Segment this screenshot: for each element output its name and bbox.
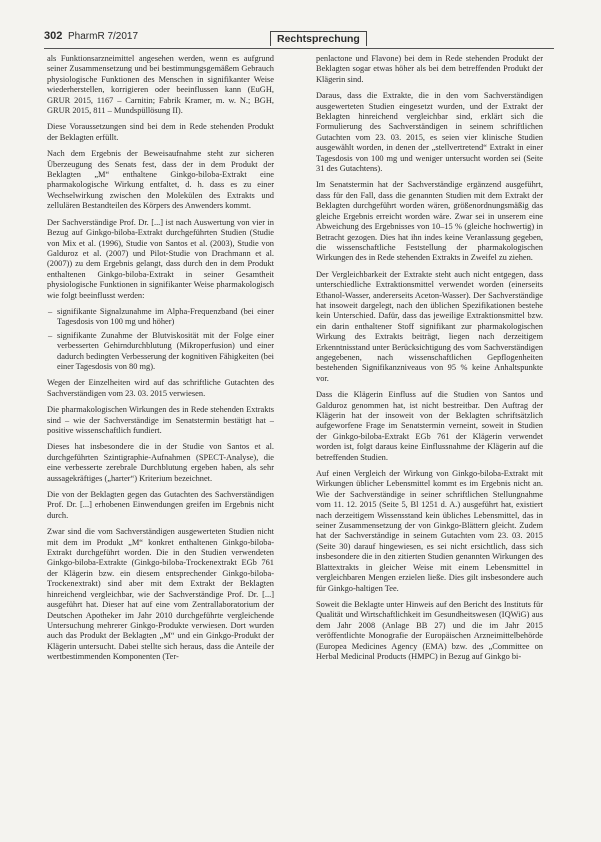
- paragraph: Dieses hat insbesondere die in der Studie von Santos et al. durchgeführten Szintigraphie-Aufnahmen (SPECT-Analyse), die eine verbesserte zerebrale Durchblutung ergeben haben, als sehr aussagekräftiges („harter“) Kriterium bezeichnet.: [47, 442, 274, 483]
- page-header: [44, 30, 554, 49]
- list-item: – signifikante Signalzunahme im Alpha-Frequenzband (bei einer Tagesdosis von 100 mg und höher): [57, 307, 274, 328]
- paragraph: Die pharmakologischen Wirkungen des in Rede stehenden Extrakts sind – wie der Sachverständige im Senatstermin bestätigt hat – positive wissenschaftlich fundiert.: [47, 405, 274, 435]
- paragraph: Wegen der Einzelheiten wird auf das schriftliche Gutachten des Sachverständigen vom 23. 03. 2015 verwiesen.: [47, 378, 274, 398]
- paragraph: als Funktionsarzneimittel angesehen werden, wenn es aufgrund seiner Zusammensetzung und bei bestimmungsgemäßem Gebrauch physiologische Funktionen des Menschen in signifikanter Weise wiederherstellen, korrigieren oder beeinflussen kann (EuGH, GRUR 2015, 1167 – Carnitin; Fabrik Kramer, m. w. N.; BGH, GRUR 2015, 811 – Mundspüllösung II).: [47, 54, 274, 116]
- paragraph: Soweit die Beklagte unter Hinweis auf den Bericht des Instituts für Qualität und Wirtschaftlichkeit im Gesundheitswesen (IQWiG) aus dem Jahr 2008 (Anlage BB 27) und die im Jahr 2015 veröffentlichte Monografie der Europäischen Arzneimittelbehörde (Europea Medicines Agency (EMA) bzw. des „Committee on Herbal Medicinal Products (HMPC) in Bezug auf Ginkgo bi-: [316, 599, 543, 661]
- page-number: 302: [44, 30, 63, 42]
- paragraph: Der Vergleichbarkeit der Extrakte steht auch nicht entgegen, dass unterschiedliche Extraktionsmittel verwendet worden (einerseits Ethanol-Wasser, andererseits Aceton-Wasser). Der Sachverständige hat insoweit dargelegt, nach den üblichen Spezifikationen bestehe kein Unterschied. Dafür, dass das jeweilige Extraktionsmittel bzw. ein darin enthaltener Stoff signifikant zur pharmakologischen Wirkung des Extrakts beiträgt, liegen nach derzeitigem Erkenntnisstand unter Berücksichtigung des vom Sachverständigen angegebenen, nach wissenschaftlichen Gepflogenheiten bestehenden Signifikanzniveaus von 95 % keine Anhaltspunkte vor.: [316, 269, 543, 383]
- paragraph: Dass die Klägerin Einfluss auf die Studien von Santos und Galduroz genommen hat, ist nicht bestreitbar. Den Auftrag der Klägerin hat der insoweit von der Beklagten schriftsätzlich aufgeworfene Frage im Senatstermin verneint, soweit in Studien der Ginkgo-biloba-Extrakt EGb 761 der Klägerin verwendet worden ist, folgt daraus keine Einflussnahme der Klägerin auf die betreffenden Studien.: [316, 390, 543, 462]
- right-column: [316, 54, 543, 668]
- paragraph: Auf einen Vergleich der Wirkung von Ginkgo-biloba-Extrakt mit Wirkungen üblicher Lebensmittel kommt es im Ergebnis nicht an. Wie der Sachverständige in seiner schriftlichen Stellungnahme vom 11. 12. 2015 (Seite 5, Bl 1251 d. A.) ausgeführt hat, existiert nach derzeitigem Wissensstand kein übliches Lebensmittel, das in seiner Zusammensetzung der von Ginkgo-Blättern gleicht. Zudem hat der Sachverständige in seinem Gutachten vom 23. 03. 2015 (Seite 30) darauf hingewiesen, es sei nicht ersichtlich, dass sich insbesondere die in den zitierten Studien genannten Wirkungen des Blattextrakts in gleicher Weise mit einem Lebensmittel in vergleichbaren Mengen erzielen ließe. Dies gilt insbesondere auch für Ginkgo-haltigen Tee.: [316, 469, 543, 593]
- paragraph: Daraus, dass die Extrakte, die in den vom Sachverständigen ausgewerteten Studien eingesetzt wurden, und der Extrakt der Beklagten hinreichend vergleichbar sind, erklärt sich die Formulierung des Sachverständigen in seinem schriftlichen Gutachten vom 23. 03. 2015, es seien vier klinische Studien ausgewählt worden, in denen der „stellvertretend“ Extrakt in einer Tagesdosis von 100 mg und weniger untersucht worden sei (Seite 31 des Gutachtens).: [316, 91, 543, 174]
- section-title: Rechtsprechung: [270, 31, 367, 46]
- paragraph: penlactone und Flavone) bei dem in Rede stehenden Produkt der Beklagten sogar etwas höher als bei dem betreffenden Produkt der Klägerin sind.: [316, 54, 543, 84]
- paragraph: Diese Voraussetzungen sind bei dem in Rede stehenden Produkt der Beklagten erfüllt.: [47, 122, 274, 142]
- paragraph: Der Sachverständige Prof. Dr. [...] ist nach Auswertung von vier in Bezug auf Ginkgo-biloba-Extrakt durchgeführten Studien (Studie von Mix et al. (1996), Studie von Santos et al. (2003), Studie von Galduroz et al. (2007) und Pilot-Studie von Drachmann et al. (2007)) zu dem Ergebnis gelangt, dass durch den in dem Produkt enthaltenen Ginkgo-biloba-Extrakt in seiner Gesamtheit physiologische Funktionen in signifikanter Weise pharmakologisch wie folgt beeinflusst werden:: [47, 217, 274, 300]
- paragraph: Zwar sind die vom Sachverständigen ausgewerteten Studien nicht mit dem im Produkt „M“ konkret enthaltenen Ginkgo-biloba-Extrakt durchgeführt worden. Die in den Studien verwendeten Ginkgo-biloba-Extrakte (Ginkgo-biloba-Trockenextrakt EGb 761 der Klägerin bzw. ein diesem entsprechender Ginkgo-biloba-Trockenextrakt) sind aber mit dem Extrakt der Beklagten hinreichend vergleichbar, wie der Sachverständige Prof. Dr. [...] ausgeführt hat. Dieser hat auf eine vom Zentrallaboratorium der Deutschen Apotheker im Jahr 2010 durchgeführte vergleichende Untersuchung mehrerer Ginkgo-Produkte verwiesen. Dort wurden auch das Produkt der Beklagten „M“ und ein Ginkgo-Produkt der Klägerin untersucht. Dabei stellte sich heraus, dass die Anteile der wertbestimmenden Komponenten (Ter-: [47, 527, 274, 662]
- paragraph: Die von der Beklagten gegen das Gutachten des Sachverständigen Prof. Dr. [...] erhobenen Einwendungen greifen im Ergebnis nicht durch.: [47, 490, 274, 520]
- list-item: – signifikante Zunahme der Blutviskosität mit der Folge einer verbesserten Gehirndurchblutung (Mikroperfusion) und einer dadurch bedingten Verbesserung der kognitiven Fähigkeiten (bei einer Tagesdosis von 80 mg).: [57, 331, 274, 373]
- paragraph: Nach dem Ergebnis der Beweisaufnahme steht zur sicheren Überzeugung des Senats fest, dass der in dem Produkt der Beklagten „M“ enthaltene Ginkgo-biloba-Extrakt eine pharmakologische Wirkung entfaltet, d. h. dass es zu einer Wechselwirkung zwischen den Molekülen des Extrakts und zellulären Bestandteilen des Körpers des Anwenders kommt.: [47, 149, 274, 211]
- paragraph: Im Senatstermin hat der Sachverständige ergänzend ausgeführt, dass für den Fall, dass die genannten Studien mit dem Extrakt der Beklagten durchgeführt worden wären, größenordnungsmäßig das gleiche Ergebnis erreicht worden wäre. Zwar sei in unserem eine Abweichung des Ergebnisses von 10–15 % (gleiche hochwertig) in Betracht gezogen. Dies hat ihn indes keine Veranlassung gegeben, die wissenschaftliche Feststellung der pharmakologischen Wirkungen des in Rede stehenden Extrakts in Zweifel zu ziehen.: [316, 180, 543, 263]
- left-column: [47, 54, 274, 669]
- effects-list: [47, 307, 274, 372]
- journal-issue: PharmR 7/2017: [68, 31, 139, 42]
